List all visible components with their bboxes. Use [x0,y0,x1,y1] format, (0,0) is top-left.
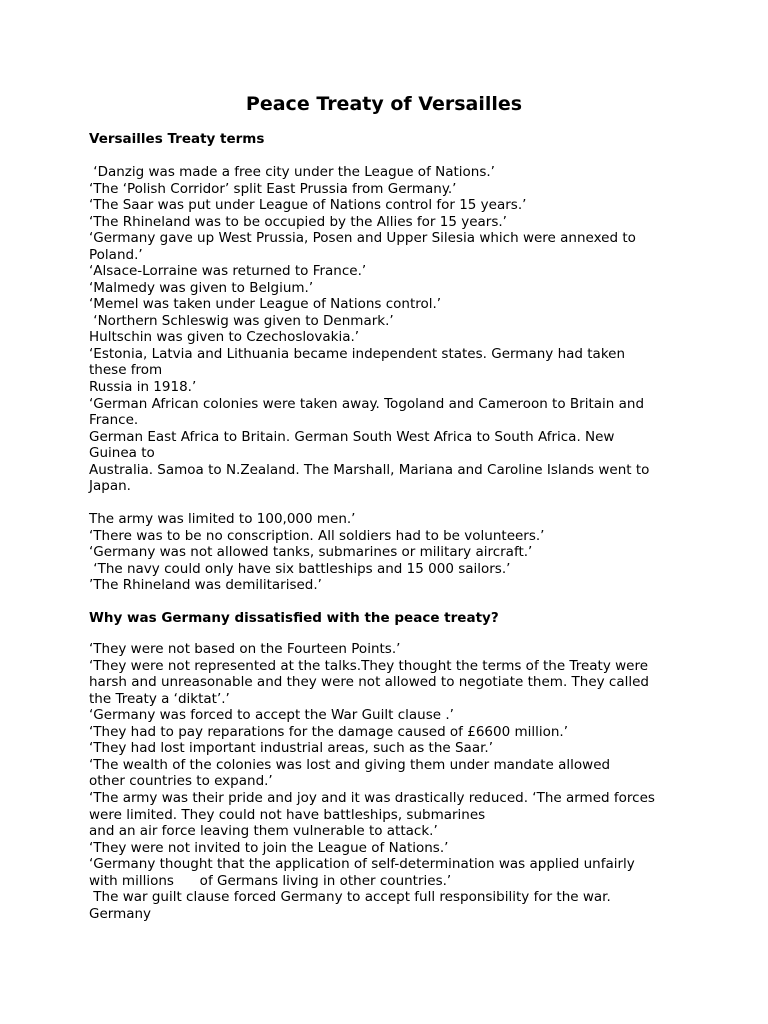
text-line: ‘They had to pay reparations for the damage caused of £6600 million.’ [89,724,569,740]
section-heading-dissatisfied: Why was Germany dissatisfied with the peace treaty? [89,610,499,626]
text-line: ‘They were not based on the Fourteen Points.’ [89,641,401,657]
text-line: were limited. They could not have battleships, submarines [89,807,486,823]
text-line: German East Africa to Britain. German South West Africa to South Africa. New [89,429,615,445]
text-line: ‘The wealth of the colonies was lost and giving them under mandate allowed [89,757,611,773]
text-line: other countries to expand.’ [89,773,273,789]
text-line: harsh and unreasonable and they were not allowed to negotiate them. They called [89,674,649,690]
text-line: ‘They had lost important industrial areas, such as the Saar.’ [89,740,493,756]
text-line: ‘Malmedy was given to Belgium.’ [89,280,314,296]
text-line: ‘Germany gave up West Prussia, Posen and Upper Silesia which were annexed to [89,230,636,246]
text-line: ‘Germany was not allowed tanks, submarines or military aircraft.’ [89,544,533,560]
page-title: Peace Treaty of Versailles [245,93,523,115]
text-line: ‘Estonia, Latvia and Lithuania became independent states. Germany had taken [89,346,626,362]
text-line: Russia in 1918.’ [89,379,197,395]
text-line: Japan. [89,478,131,494]
text-line: France. [89,412,139,428]
text-line: and an air force leaving them vulnerable to attack.’ [89,823,438,839]
text-line: ‘Alsace-Lorraine was returned to France.’ [89,263,367,279]
text-line: ‘The Rhineland was to be occupied by the Allies for 15 years.’ [89,214,507,230]
text-line: these from [89,362,163,378]
text-line: ‘Germany was forced to accept the War Guilt clause .’ [89,707,454,723]
text-line: ‘Northern Schleswig was given to Denmark.’ [89,313,394,329]
text-line: ‘Danzig was made a free city under the League of Nations.’ [89,164,495,180]
text-line: ’The Rhineland was demilitarised.’ [89,577,322,593]
text-line: Guinea to [89,445,155,461]
text-line: Germany [89,906,152,922]
text-line: Hultschin was given to Czechoslovakia.’ [89,329,360,345]
text-line: ‘There was to be no conscription. All soldiers had to be volunteers.’ [89,528,545,544]
text-line: ‘The Saar was put under League of Nations control for 15 years.’ [89,197,527,213]
text-line: ‘The navy could only have six battleships and 15 000 sailors.’ [89,561,511,577]
text-line: ‘Memel was taken under League of Nations control.’ [89,296,442,312]
text-line: Poland.’ [89,247,143,263]
text-line: the Treaty a ‘diktat’.’ [89,691,230,707]
section-heading-treaty-terms: Versailles Treaty terms [89,131,265,147]
text-line: ‘They were not invited to join the League of Nations.’ [89,840,449,856]
text-line: with millions of Germans living in other countries.’ [89,873,452,889]
text-line: ‘Germany thought that the application of self-determination was applied unfairly [89,856,635,872]
text-line: ‘The army was their pride and joy and it was drastically reduced. ‘The armed forces [89,790,655,806]
text-line: Australia. Samoa to N.Zealand. The Marshall, Mariana and Caroline Islands went to [89,462,650,478]
text-line: ‘German African colonies were taken away. Togoland and Cameroon to Britain and [89,396,645,412]
text-line: The army was limited to 100,000 men.’ [89,511,356,527]
text-line: ‘The ‘Polish Corridor’ split East Prussia from Germany.’ [89,181,457,197]
text-line: ‘They were not represented at the talks.They thought the terms of the Treaty were [89,658,649,674]
text-line: The war guilt clause forced Germany to accept full responsibility for the war. [89,889,611,905]
